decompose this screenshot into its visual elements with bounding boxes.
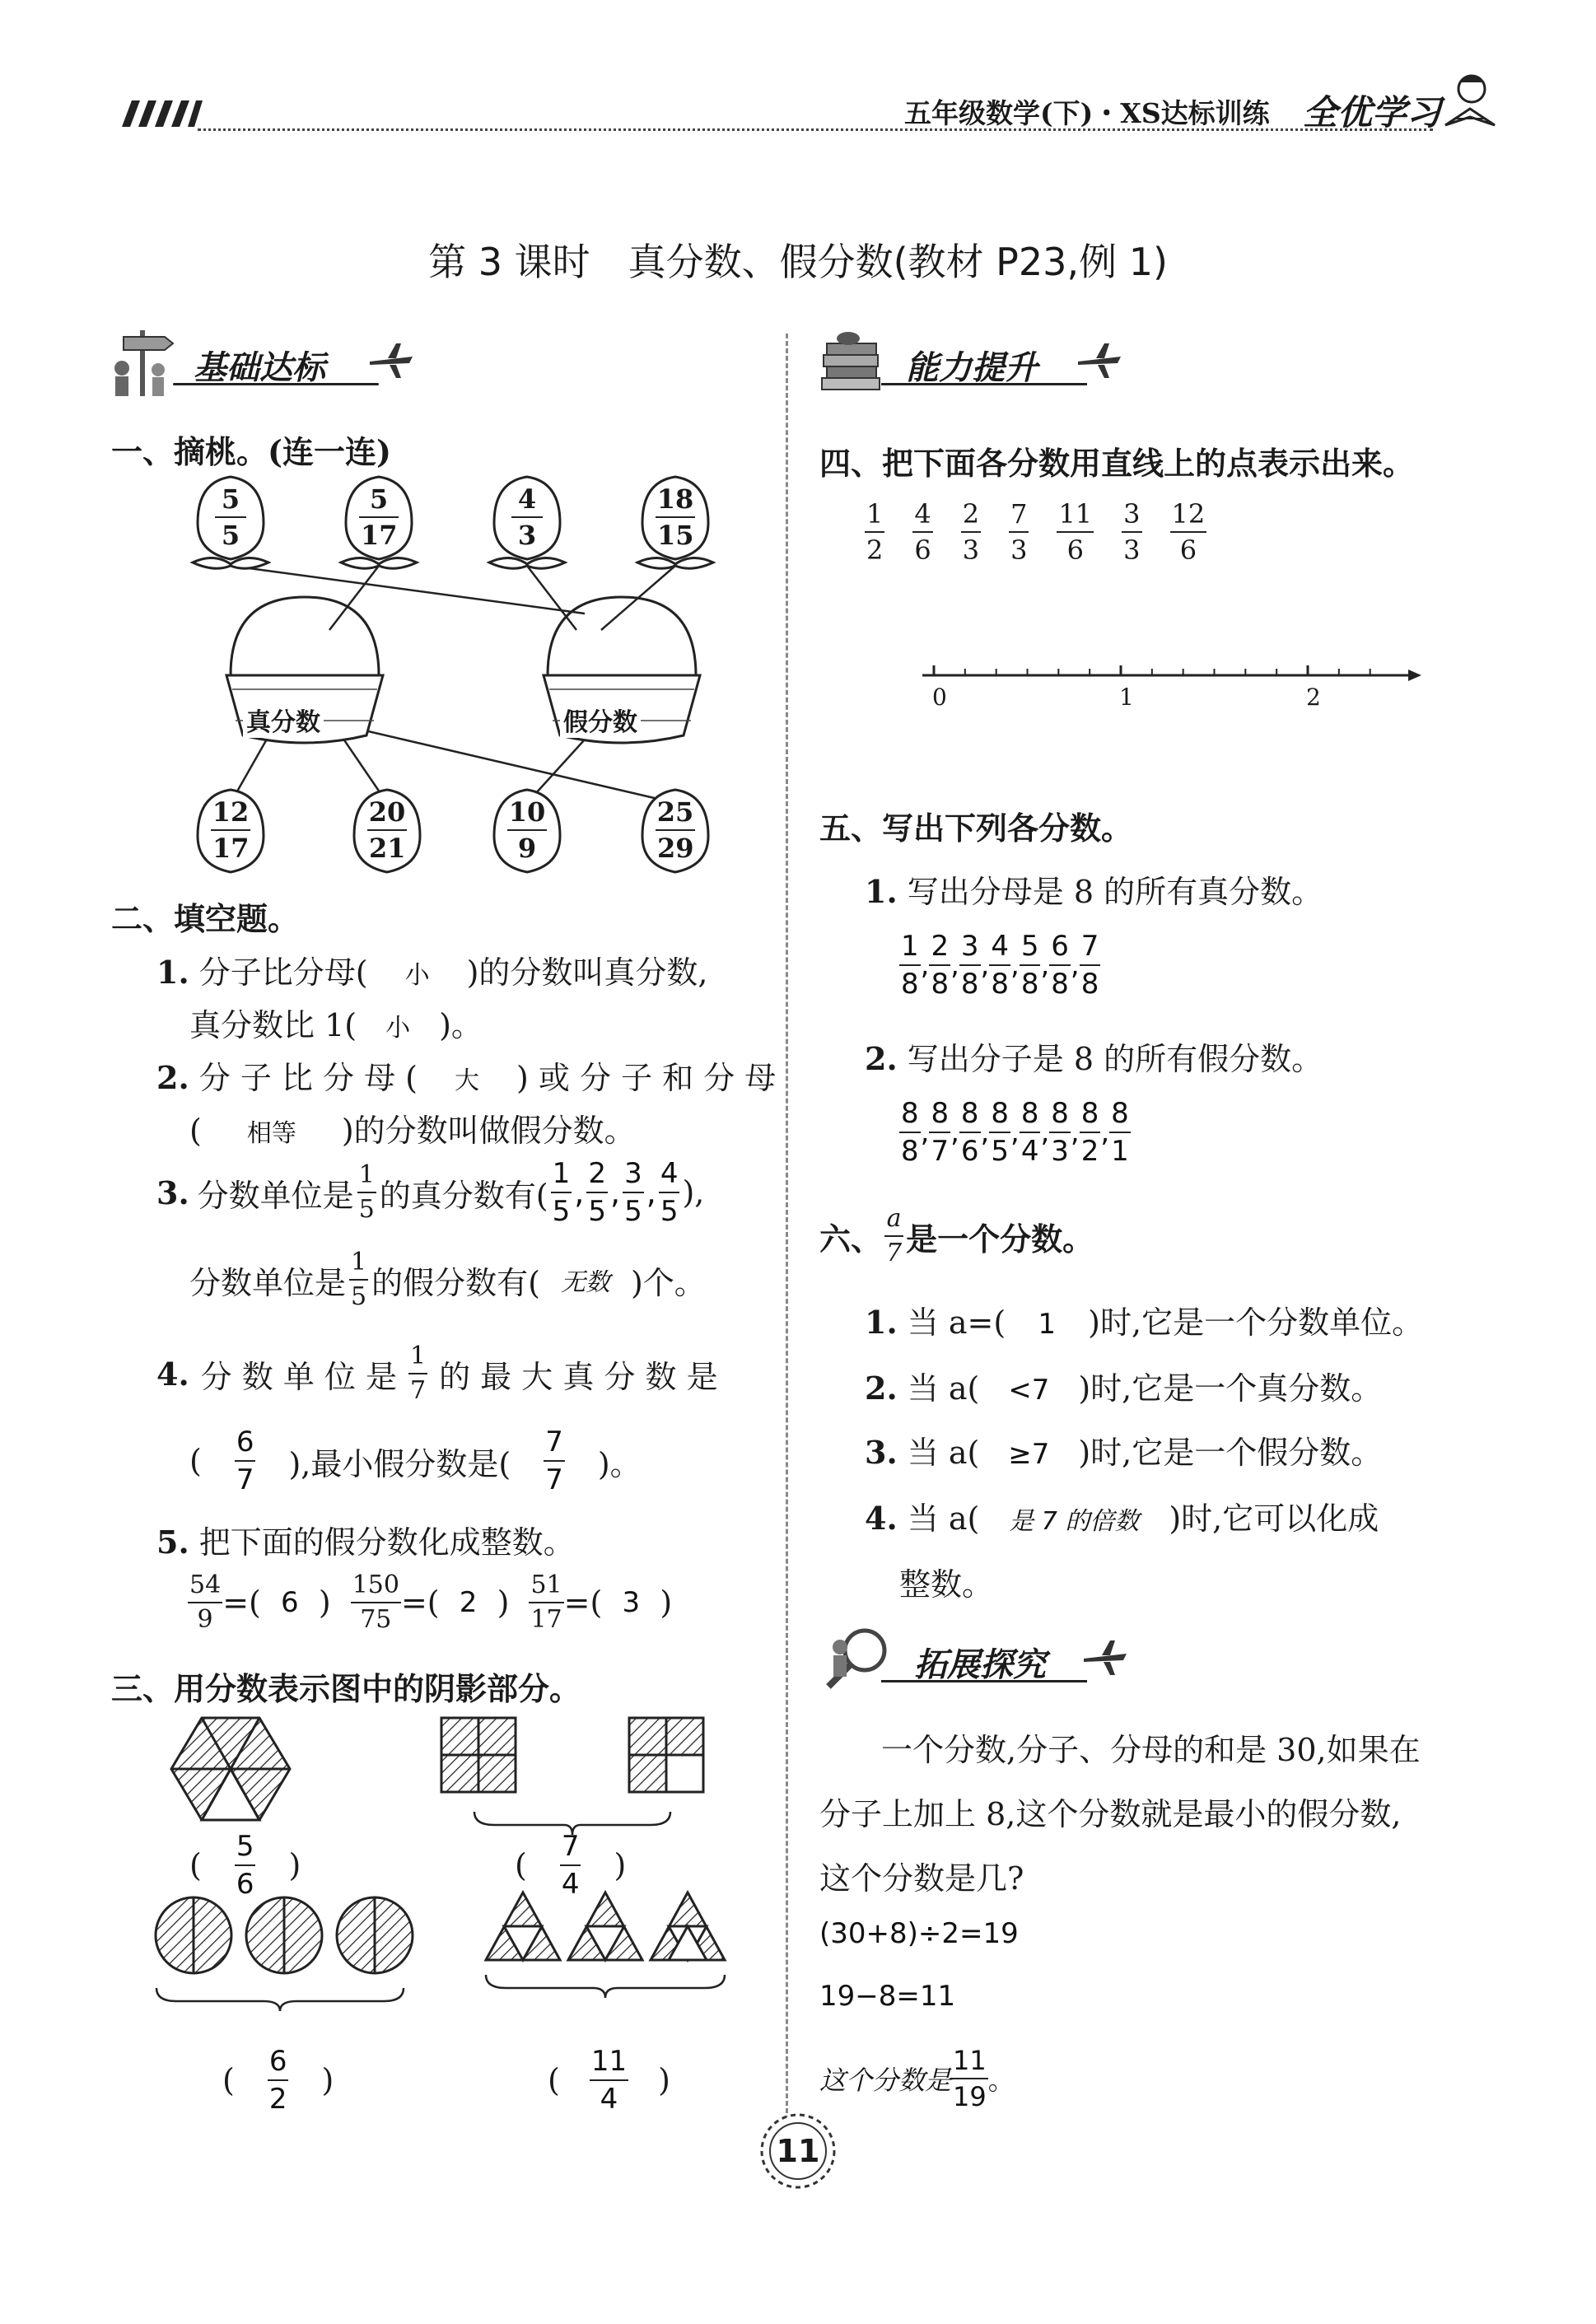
q2-item3-cont: 分数单位是 1 5 的假分数有( 无数 )个。: [189, 1248, 706, 1311]
peach-top-fraction: 5 5: [215, 486, 246, 548]
airplane-icon: [1080, 1637, 1130, 1678]
circle-figure: [156, 1897, 413, 1973]
q2-item4-cont: ( 6 7 ),最小假分数是( 7 7 )。: [189, 1426, 642, 1496]
extend-problem-line3: 这个分数是几?: [819, 1860, 1024, 1897]
q3-answer-3: ( 6 2 ): [222, 2045, 334, 2116]
square-figure-2: [629, 1718, 703, 1792]
peach-bottom-fraction: 25 29: [656, 796, 694, 864]
brace-left-bottom: [156, 1988, 404, 2011]
q2-item1: 1. 分子比分母( 小 )的分数叫真分数,: [156, 954, 708, 991]
q3-heading: 三、用分数表示图中的阴影部分。: [111, 1670, 581, 1707]
section-ability-banner: [815, 325, 1128, 399]
airplane-icon: [1075, 340, 1124, 381]
connect-line: [329, 566, 379, 630]
q4-fractions: 1 2 4 6 2 3 7 3 11 6 3 3 12 6: [866, 498, 1206, 566]
square-figure-1: [441, 1718, 516, 1792]
number-line: [914, 659, 1425, 708]
page-title: 第 3 课时 真分数、假分数(教材 P23,例 1): [428, 240, 1168, 284]
q6-item1: 1. 当 a=( 1 )时,它是一个分数单位。: [865, 1304, 1424, 1341]
q2-item5-equations: $\frac{54}{9}$ =( 6 ) $\frac{150}{75}$ =( 2 ) $\frac{51}{17}$ =( 3 ): [189, 1570, 673, 1634]
basket-right-label: 假分数: [560, 702, 641, 738]
q5-sub1: 1. 写出分母是 8 的所有真分数。: [865, 873, 1323, 910]
peach-bottom-fraction: 20 21: [368, 796, 406, 864]
q3-answer-1: ( 5 6 ): [189, 1830, 301, 1901]
q2-item3: 3. 分数单位是 1 5 的真分数有( 1 5 , 2 5 , 3 5 , 4 5 ),: [156, 1157, 705, 1228]
q2-item5: 5. 把下面的假分数化成整数。: [156, 1524, 575, 1561]
peach-top-fraction: 18 15: [656, 483, 694, 551]
triangle-figure: [486, 1892, 725, 1960]
q5-sub1-answers: 1 8 , 2 8 , 3 8 , 4 8 , 5 8 , 6 8 , 7 8: [901, 930, 1099, 1001]
section-ability-title: 能力提升: [906, 349, 1038, 387]
axis-label-0: 0: [932, 684, 947, 711]
axis-label-2: 2: [1306, 684, 1321, 711]
extend-work-line1: (30+8)÷2=19: [819, 1917, 1019, 1950]
header-book-title: 五年级数学(下)・XS达标训练: [904, 97, 1270, 129]
q5-heading: 五、写出下列各分数。: [819, 810, 1133, 847]
extend-work-line2: 19−8=11: [819, 1980, 956, 2013]
q2-heading: 二、填空题。: [111, 900, 300, 937]
extend-work-line3: 这个分数是 11 19 。: [819, 2045, 1015, 2112]
peach-top-fraction: 4 3: [511, 486, 543, 548]
q4-heading: 四、把下面各分数用直线上的点表示出来。: [819, 445, 1415, 482]
extend-problem-line2: 分子上加上 8,这个分数就是最小的假分数,: [819, 1796, 1402, 1832]
extend-problem-line1: 一个分数,分子、分母的和是 30,如果在: [881, 1732, 1421, 1768]
peach-bottom-fraction: 12 17: [212, 796, 250, 864]
brace-right-bottom: [486, 1975, 725, 1998]
page-number: 11: [776, 2133, 820, 2169]
q5-sub2: 2. 写出分子是 8 的所有假分数。: [865, 1040, 1323, 1077]
q1-heading: 一、摘桃。(连一连): [111, 433, 391, 470]
q6-item3: 3. 当 a( ≥7 )时,它是一个假分数。: [865, 1434, 1383, 1471]
q6-item4-cont: 整数。: [899, 1566, 994, 1603]
page-number-badge: [755, 2108, 841, 2194]
basket-left-label: 真分数: [243, 702, 324, 738]
header-stripes-icon: [115, 97, 198, 130]
q3-answer-4: ( 11 4 ): [548, 2045, 670, 2116]
connect-line: [527, 566, 576, 630]
section-basic-title: 基础达标: [194, 349, 325, 387]
basket-right-handle: [548, 597, 696, 675]
section-basic-banner: [107, 325, 420, 399]
peach-bottom-fraction: 10 9: [508, 796, 546, 864]
people-signpost-icon: [107, 325, 181, 399]
magnifier-person-icon: [815, 1622, 898, 1696]
reading-boy-icon: [1437, 68, 1503, 133]
q2-item1-cont: 真分数比 1( 小 )。: [189, 1007, 483, 1043]
axis-label-1: 1: [1119, 684, 1134, 711]
q3-answer-2: ( 7 4 ): [515, 1830, 627, 1901]
q2-item4: 4. 分 数 单 位 是 1 7 的 最 大 真 分 数 是: [156, 1342, 718, 1405]
airplane-icon: [366, 340, 416, 381]
section-extend-banner: [815, 1622, 1128, 1696]
q6-item4: 4. 当 a( 是 7 的倍数 )时,它可以化成: [865, 1500, 1379, 1537]
q5-sub2-answers: 8 8 , 8 7 , 8 6 , 8 5 , 8 4 , 8 3 , 8 2 , 8 1: [901, 1097, 1129, 1168]
q2-item2: 2. 分 子 比 分 母 ( 大 ) 或 分 子 和 分 母: [156, 1059, 777, 1096]
header: [0, 0, 1596, 156]
header-brand: 全优学习: [1303, 92, 1442, 133]
column-divider: [786, 334, 788, 2121]
section-extend-title: 拓展探究: [914, 1646, 1046, 1684]
q2-item2-cont: ( 相等 )的分数叫做假分数。: [189, 1113, 636, 1149]
q6-heading: 六、 a 7 是一个分数。: [819, 1204, 1094, 1267]
hexagon-figure: [171, 1718, 290, 1820]
q6-item2: 2. 当 a( <7 )时,它是一个真分数。: [865, 1370, 1383, 1407]
books-icon: [815, 325, 889, 399]
basket-left-handle: [231, 597, 379, 675]
peach-top-fraction: 5 17: [361, 483, 398, 551]
